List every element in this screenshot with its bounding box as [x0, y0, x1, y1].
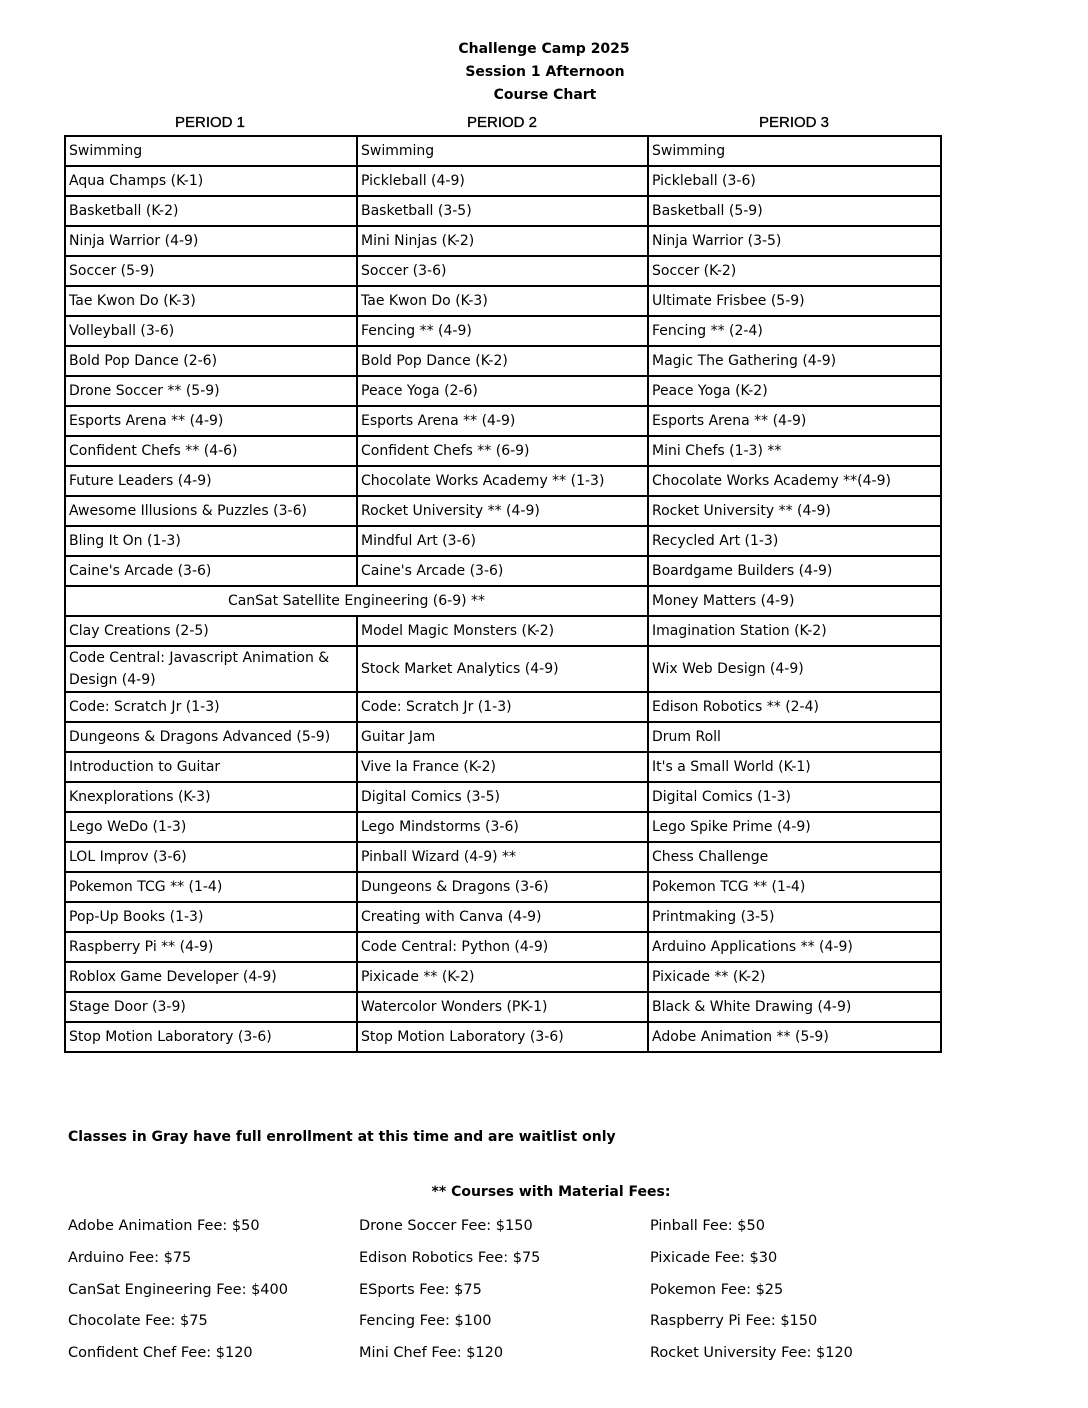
course-cell: Mini Ninjas (K-2): [357, 226, 648, 256]
session-title: Session 1 Afternoon: [465, 64, 625, 80]
course-cell: Chocolate Works Academy ** (1-3): [357, 466, 648, 496]
course-cell: Ninja Warrior (4-9): [65, 226, 357, 256]
course-cell: Basketball (5-9): [648, 196, 941, 226]
document-header: [0, 38, 1088, 107]
fees-title: ** Courses with Material Fees:: [431, 1184, 671, 1200]
fee-item: Edison Robotics Fee: $75: [359, 1249, 541, 1266]
document-title: Challenge Camp 2025: [458, 41, 630, 57]
course-cell: Awesome Illusions & Puzzles (3-6): [65, 496, 357, 526]
fee-item: ESports Fee: $75: [359, 1281, 482, 1298]
course-cell: Swimming: [65, 136, 357, 166]
fee-item: Adobe Animation Fee: $50: [68, 1218, 260, 1234]
course-cell: Bold Pop Dance (K-2): [357, 346, 648, 376]
course-cell: Mindful Art (3-6): [357, 526, 648, 556]
course-cell: Dungeons & Dragons (3-6): [357, 872, 648, 902]
course-cell: Roblox Game Developer (4-9): [65, 962, 357, 992]
fee-item: CanSat Engineering Fee: $400: [68, 1281, 288, 1298]
course-cell: Pop-Up Books (1-3): [65, 902, 357, 932]
course-cell: Code Central: Python (4-9): [357, 932, 648, 962]
table-row: [65, 136, 941, 166]
course-cell: Volleyball (3-6): [65, 316, 357, 346]
course-cell: Knexplorations (K-3): [65, 782, 357, 812]
course-cell: Clay Creations (2-5): [65, 616, 357, 646]
table-row: [65, 436, 941, 466]
course-cell: Ninja Warrior (3-5): [648, 226, 941, 256]
course-cell: Edison Robotics ** (2-4): [648, 692, 941, 722]
course-cell: Digital Comics (1-3): [648, 782, 941, 812]
course-cell: Swimming: [357, 136, 648, 166]
period-headers: [64, 113, 940, 133]
fee-item: Arduino Fee: $75: [68, 1249, 192, 1266]
period-header-3: PERIOD 3: [758, 114, 830, 131]
table-row: [65, 902, 941, 932]
course-cell: Imagination Station (K-2): [648, 616, 941, 646]
table-row: [65, 586, 941, 616]
course-cell: Wix Web Design (4-9): [648, 646, 941, 692]
course-cell: Code Central: Javascript Animation & Design (4-9): [65, 646, 357, 692]
table-row: [65, 1022, 941, 1052]
course-cell: Code: Scratch Jr (1-3): [65, 692, 357, 722]
course-cell: Bling It On (1-3): [65, 526, 357, 556]
fee-item: Pokemon Fee: $25: [650, 1281, 784, 1298]
course-cell: Caine's Arcade (3-6): [65, 556, 357, 586]
material-fees: [68, 1215, 948, 1374]
course-cell: Fencing ** (2-4): [648, 316, 941, 346]
course-cell: Code: Scratch Jr (1-3): [357, 692, 648, 722]
course-cell: Boardgame Builders (4-9): [648, 556, 941, 586]
table-row: [65, 406, 941, 436]
table-row: [65, 962, 941, 992]
fee-item: Rocket University Fee: $120: [650, 1345, 853, 1362]
course-cell: Guitar Jam: [357, 722, 648, 752]
fees-column-2: [359, 1215, 650, 1374]
period-header-1: PERIOD 1: [174, 114, 246, 131]
course-cell: Chess Challenge: [648, 842, 941, 872]
course-cell: Drone Soccer ** (5-9): [65, 376, 357, 406]
course-cell: Printmaking (3-5): [648, 902, 941, 932]
table-row: [65, 256, 941, 286]
table-row: [65, 376, 941, 406]
course-cell: Soccer (3-6): [357, 256, 648, 286]
fee-item: Pixicade Fee: $30: [650, 1249, 778, 1266]
course-cell: Stop Motion Laboratory (3-6): [357, 1022, 648, 1052]
course-cell: Raspberry Pi ** (4-9): [65, 932, 357, 962]
table-row: [65, 616, 941, 646]
course-cell: Esports Arena ** (4-9): [357, 406, 648, 436]
fee-item: Raspberry Pi Fee: $150: [650, 1313, 818, 1330]
course-cell: Lego Mindstorms (3-6): [357, 812, 648, 842]
waitlist-note: Classes in Gray have full enrollment at this time and are waitlist only: [68, 1129, 616, 1145]
course-cell: Rocket University ** (4-9): [648, 496, 941, 526]
table-row: [65, 316, 941, 346]
table-row: [65, 782, 941, 812]
course-cell: Pokemon TCG ** (1-4): [65, 872, 357, 902]
course-cell: Watercolor Wonders (PK-1): [357, 992, 648, 1022]
course-cell: Aqua Champs (K-1): [65, 166, 357, 196]
table-row: [65, 692, 941, 722]
course-cell: Peace Yoga (2-6): [357, 376, 648, 406]
course-cell: Stop Motion Laboratory (3-6): [65, 1022, 357, 1052]
fee-item: Confident Chef Fee: $120: [68, 1345, 253, 1362]
table-row: [65, 166, 941, 196]
course-cell: Basketball (3-5): [357, 196, 648, 226]
course-cell: Tae Kwon Do (K-3): [357, 286, 648, 316]
course-cell: Creating with Canva (4-9): [357, 902, 648, 932]
fee-item: Drone Soccer Fee: $150: [359, 1218, 533, 1234]
course-cell: Pinball Wizard (4-9) **: [357, 842, 648, 872]
course-cell: Digital Comics (3-5): [357, 782, 648, 812]
course-cell: Introduction to Guitar: [65, 752, 357, 782]
course-chart-body: [65, 136, 941, 1052]
course-cell: Pickleball (4-9): [357, 166, 648, 196]
table-row: [65, 526, 941, 556]
course-cell: LOL Improv (3-6): [65, 842, 357, 872]
course-cell: Pokemon TCG ** (1-4): [648, 872, 941, 902]
table-row: [65, 466, 941, 496]
course-cell: Lego Spike Prime (4-9): [648, 812, 941, 842]
table-row: [65, 932, 941, 962]
course-cell: Rocket University ** (4-9): [357, 496, 648, 526]
table-row: [65, 346, 941, 376]
fee-item: Pinball Fee: $50: [650, 1218, 765, 1234]
course-cell: Future Leaders (4-9): [65, 466, 357, 496]
course-cell: Ultimate Frisbee (5-9): [648, 286, 941, 316]
course-cell-spanning: CanSat Satellite Engineering (6-9) **: [65, 586, 648, 616]
course-cell: Pixicade ** (K-2): [357, 962, 648, 992]
course-cell: Adobe Animation ** (5-9): [648, 1022, 941, 1052]
course-cell: It's a Small World (K-1): [648, 752, 941, 782]
course-cell: Stage Door (3-9): [65, 992, 357, 1022]
course-cell: Soccer (K-2): [648, 256, 941, 286]
period-header-2: PERIOD 2: [466, 114, 538, 131]
course-cell: Esports Arena ** (4-9): [648, 406, 941, 436]
course-cell: Basketball (K-2): [65, 196, 357, 226]
table-row: [65, 646, 941, 692]
fee-item: Chocolate Fee: $75: [68, 1313, 208, 1330]
course-cell: Chocolate Works Academy **(4-9): [648, 466, 941, 496]
course-cell: Dungeons & Dragons Advanced (5-9): [65, 722, 357, 752]
fee-item: Mini Chef Fee: $120: [359, 1345, 504, 1362]
course-cell: Esports Arena ** (4-9): [65, 406, 357, 436]
table-row: [65, 872, 941, 902]
chart-subtitle: Course Chart: [493, 87, 597, 103]
table-row: [65, 226, 941, 256]
course-cell: Pickleball (3-6): [648, 166, 941, 196]
course-cell: Lego WeDo (1-3): [65, 812, 357, 842]
table-row: [65, 812, 941, 842]
course-cell: Mini Chefs (1-3) **: [648, 436, 941, 466]
course-cell: Black & White Drawing (4-9): [648, 992, 941, 1022]
fees-column-3: [650, 1215, 941, 1374]
table-row: [65, 842, 941, 872]
course-cell: Soccer (5-9): [65, 256, 357, 286]
course-cell: Pixicade ** (K-2): [648, 962, 941, 992]
course-cell: Arduino Applications ** (4-9): [648, 932, 941, 962]
course-cell: Bold Pop Dance (2-6): [65, 346, 357, 376]
course-cell: Confident Chefs ** (4-6): [65, 436, 357, 466]
course-cell: Drum Roll: [648, 722, 941, 752]
course-cell: Caine's Arcade (3-6): [357, 556, 648, 586]
table-row: [65, 196, 941, 226]
course-cell: Magic The Gathering (4-9): [648, 346, 941, 376]
course-cell: Tae Kwon Do (K-3): [65, 286, 357, 316]
table-row: [65, 722, 941, 752]
table-row: [65, 752, 941, 782]
course-cell: Vive la France (K-2): [357, 752, 648, 782]
course-chart-table: [64, 135, 942, 1053]
course-cell: Recycled Art (1-3): [648, 526, 941, 556]
course-cell: Swimming: [648, 136, 941, 166]
course-cell: Money Matters (4-9): [648, 586, 941, 616]
course-cell: Peace Yoga (K-2): [648, 376, 941, 406]
table-row: [65, 496, 941, 526]
course-cell: Confident Chefs ** (6-9): [357, 436, 648, 466]
fee-item: Fencing Fee: $100: [359, 1313, 492, 1330]
course-cell: Fencing ** (4-9): [357, 316, 648, 346]
table-row: [65, 286, 941, 316]
table-row: [65, 556, 941, 586]
course-cell: Model Magic Monsters (K-2): [357, 616, 648, 646]
table-row: [65, 992, 941, 1022]
fees-column-1: [68, 1215, 359, 1374]
course-cell: Stock Market Analytics (4-9): [357, 646, 648, 692]
